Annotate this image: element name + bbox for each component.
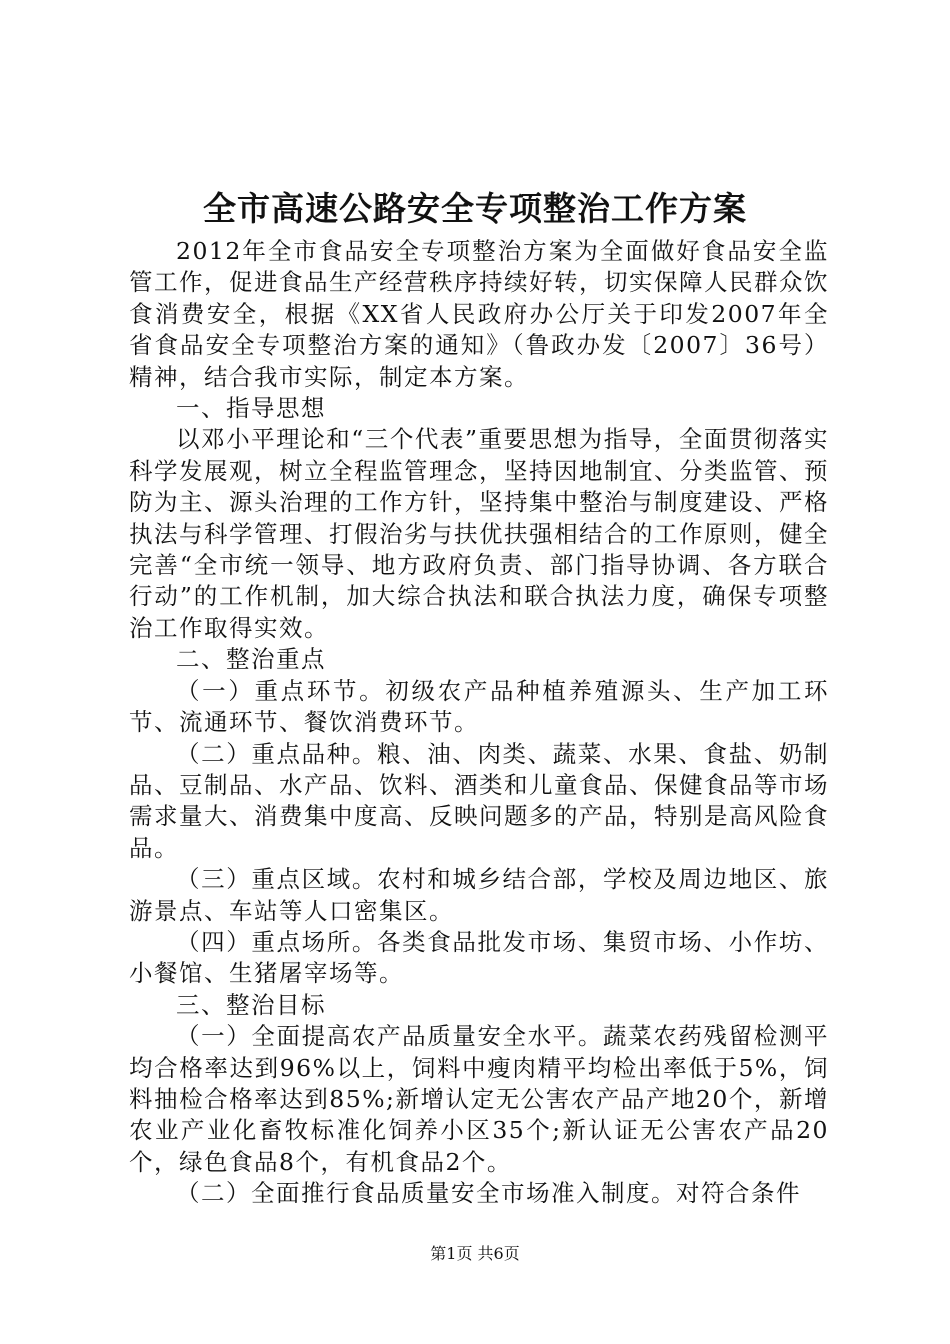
section-heading-goals: 三、整治目标 [176, 990, 326, 1019]
key-point-item: （三）重点区域。农村和城乡结合部，学校及周边地区、旅游景点、车站等人口密集区。 [129, 865, 829, 925]
page-number-footer: 第1页 共6页 [430, 1244, 520, 1263]
key-point-item: （二）重点品种。粮、油、肉类、蔬菜、水果、食盐、奶制品、豆制品、水产品、饮料、酒类和儿童食品、保健食品等市场需求量大、消费集中度高、反映问题多的产品，特别是高风险食品。 [129, 739, 829, 862]
intro-paragraph: 2012年全市食品安全专项整治方案为全面做好食品安全监管工作，促进食品生产经营秩序持续好转，切实保障人民群众饮食消费安全，根据《XX省人民政府办公厅关于印发2007年全省食品安全专项整治方案的通知》（鲁政办发〔2007〕36号）精神，结合我市实际，制定本方案。 [129, 237, 829, 391]
goal-item: （一）全面提高农产品质量安全水平。蔬菜农药残留检测平均合格率达到96%以上，饲料中瘦肉精平均检出率低于5%，饲料抽检合格率达到85%;新增认定无公害农产品产地20个，新增农业产业化畜牧标准化饲养小区35个;新认证无公害农产品20个，绿色食品8个，有机食品2个。 [129, 1022, 829, 1176]
guiding-ideology-paragraph: 以邓小平理论和“三个代表”重要思想为指导，全面贯彻落实科学发展观，树立全程监管理念，坚持因地制宜、分类监管、预防为主、源头治理的工作方针，坚持集中整治与制度建设、严格执法与科学管理、打假治劣与扶优扶强相结合的工作原则，健全完善“全市统一领导、地方政府负责、部门指导协调、各方联合行动”的工作机制，加大综合执法和联合执法力度，确保专项整治工作取得实效。 [129, 425, 829, 642]
document-body [129, 236, 829, 1210]
key-point-item: （一）重点环节。初级农产品种植养殖源头、生产加工环节、流通环节、餐饮消费环节。 [129, 676, 829, 737]
key-point-item: （四）重点场所。各类食品批发市场、集贸市场、小作坊、小餐馆、生猪屠宰场等。 [129, 927, 829, 988]
goal-item: （二）全面推行食品质量安全市场准入制度。对符合条件 [176, 1179, 801, 1208]
section-heading-key-points: 二、整治重点 [176, 645, 326, 674]
document-title: 全市高速公路安全专项整治工作方案 [203, 189, 747, 228]
section-heading-guiding-ideology: 一、指导思想 [176, 394, 326, 423]
